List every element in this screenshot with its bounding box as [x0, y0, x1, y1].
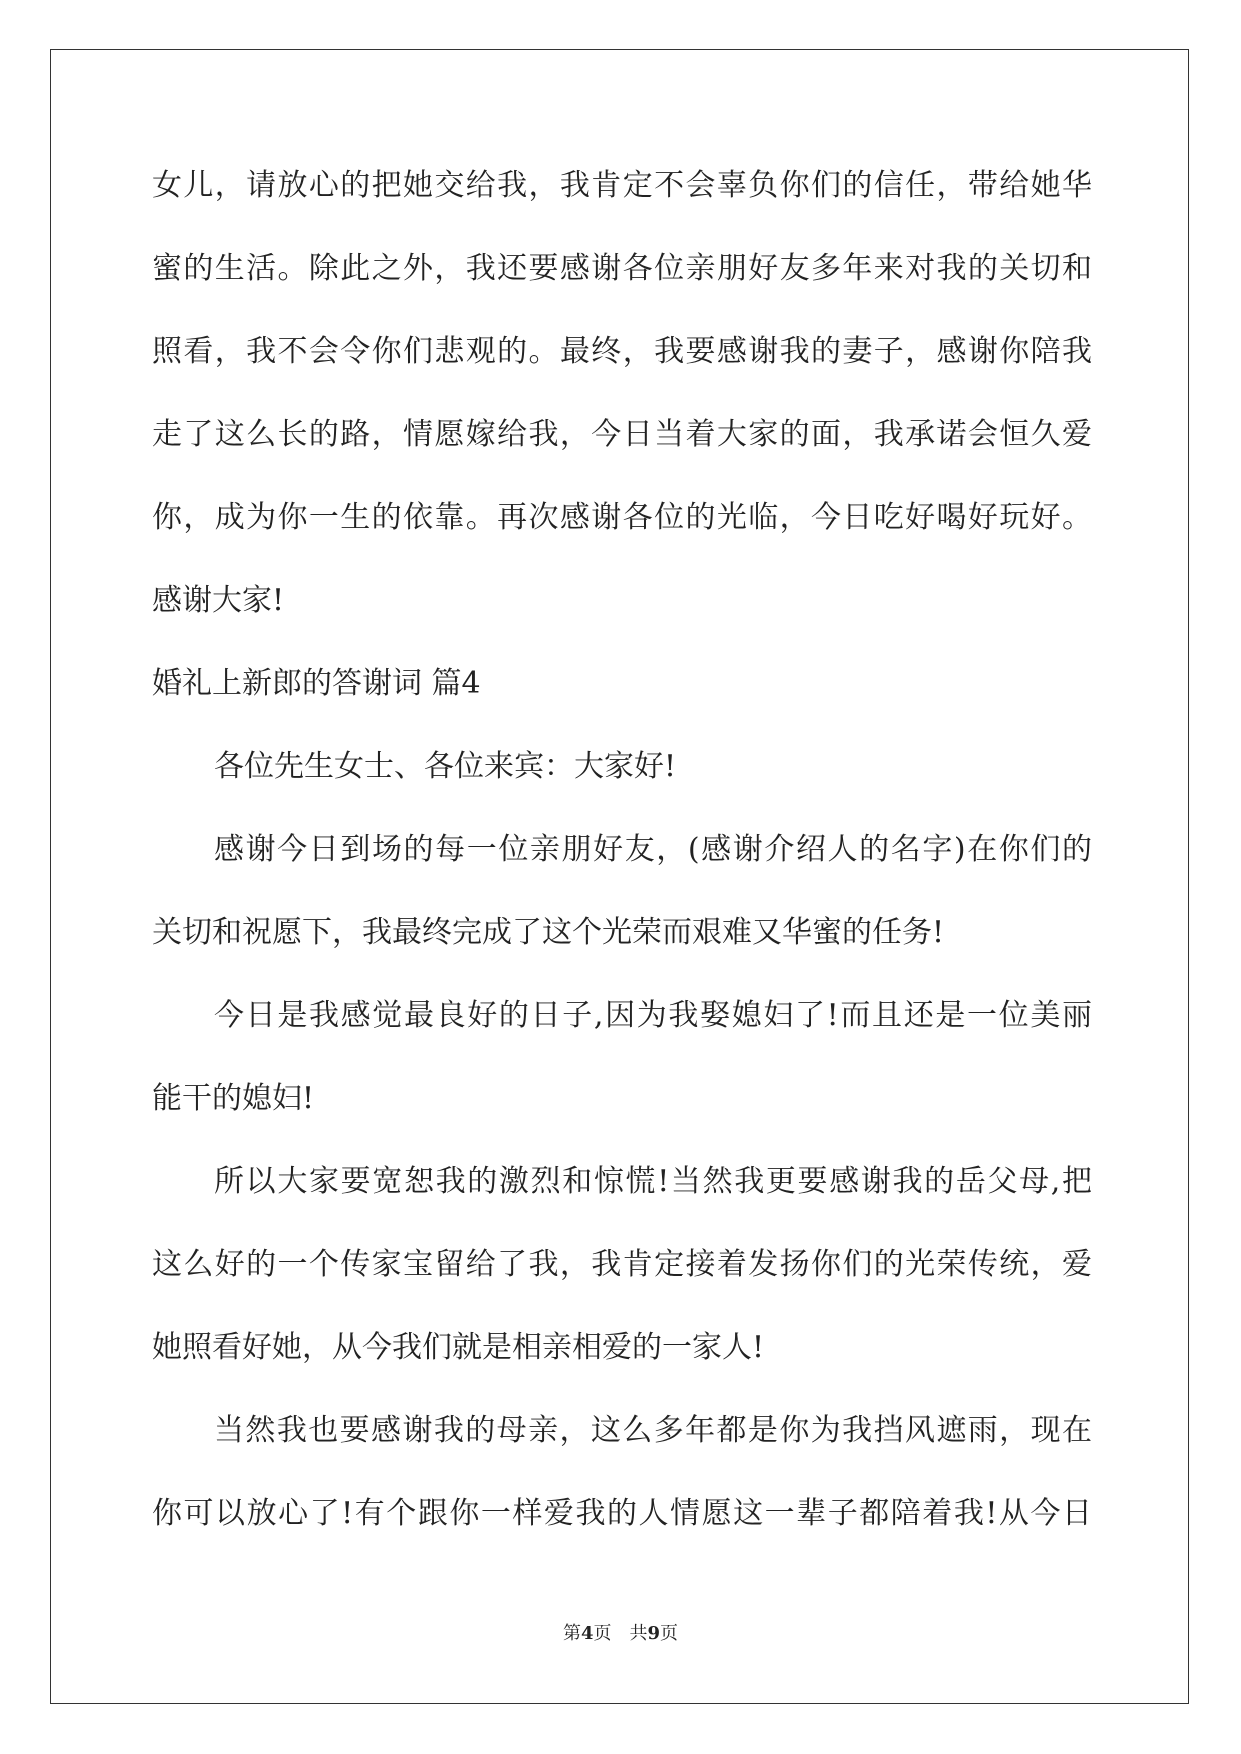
text-line: 走了这么长的路，情愿嫁给我，今日当着大家的面，我承诺会恒久爱 — [152, 417, 1092, 452]
greeting-line: 各位先生女士、各位来宾：大家好! — [214, 749, 677, 784]
text-line: 关切和祝愿下，我最终完成了这个光荣而艰难又华蜜的任务! — [152, 915, 945, 950]
page-suffix: 页 — [593, 1623, 612, 1644]
page-prefix: 第 — [562, 1623, 581, 1644]
text-line: 感谢今日到场的每一位亲朋好友，(感谢介绍人的名字)在你们的 — [214, 832, 1092, 867]
document-body — [152, 156, 1092, 1567]
text-line: 你，成为你一生的依靠。再次感谢各位的光临，今日吃好喝好玩好。 — [152, 500, 1092, 535]
text-line: 这么好的一个传家宝留给了我，我肯定接着发扬你们的光荣传统，爱 — [152, 1247, 1092, 1282]
page-current: 4 — [580, 1623, 594, 1644]
text-line: 蜜的生活。除此之外，我还要感谢各位亲朋好友多年来对我的关切和 — [152, 251, 1092, 286]
text-line: 女儿，请放心的把她交给我，我肯定不会辜负你们的信任，带给她华 — [152, 168, 1092, 203]
text-line: 你可以放心了!有个跟你一样爱我的人情愿这一辈子都陪着我!从今日 — [152, 1496, 1092, 1531]
section-heading: 婚礼上新郎的答谢词 篇4 — [152, 666, 481, 701]
page-total: 9 — [647, 1623, 661, 1644]
text-line: 感谢大家! — [152, 583, 285, 618]
total-prefix: 共 — [629, 1623, 648, 1644]
text-line: 当然我也要感谢我的母亲，这么多年都是你为我挡风遮雨，现在 — [214, 1413, 1092, 1448]
text-line: 所以大家要宽恕我的激烈和惊慌!当然我更要感谢我的岳父母,把 — [214, 1164, 1092, 1199]
page-footer — [0, 1619, 1241, 1645]
total-suffix: 页 — [660, 1623, 679, 1644]
text-line: 她照看好她，从今我们就是相亲相爱的一家人! — [152, 1330, 765, 1365]
text-line: 今日是我感觉最良好的日子,因为我娶媳妇了!而且还是一位美丽 — [214, 998, 1092, 1033]
text-line: 能干的媳妇! — [152, 1081, 315, 1116]
text-line: 照看，我不会令你们悲观的。最终，我要感谢我的妻子，感谢你陪我 — [152, 334, 1092, 369]
